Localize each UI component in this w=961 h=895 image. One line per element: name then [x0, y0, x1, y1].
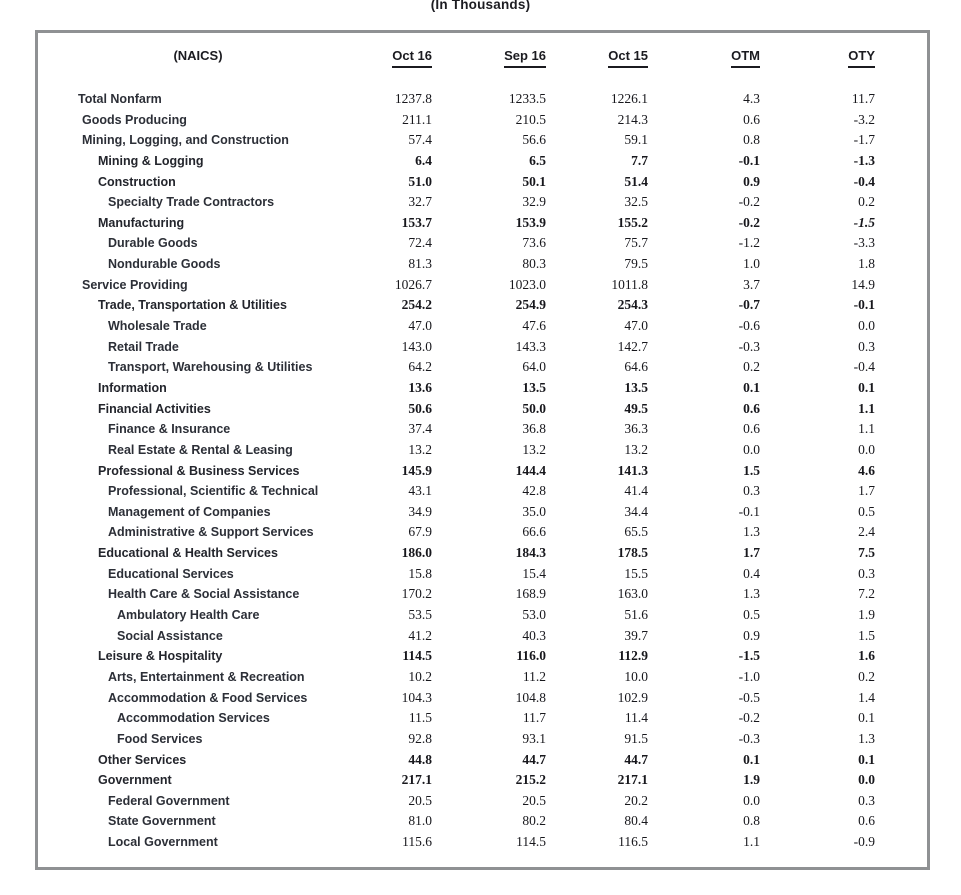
cell-oty: 11.7 — [851, 91, 875, 106]
table-row — [38, 543, 927, 564]
cell-oty: -1.7 — [853, 132, 875, 148]
cell-sep16: 80.3 — [522, 256, 546, 272]
row-label: Professional, Scientific & Technical — [108, 484, 319, 499]
table-row — [38, 89, 927, 110]
cell-oct16: 92.8 — [408, 730, 432, 746]
cell-oty: 1.9 — [858, 607, 875, 623]
cell-oct15: 254.3 — [617, 297, 648, 313]
cell-oct16: 170.2 — [401, 586, 432, 602]
cell-otm: -0.7 — [738, 297, 760, 313]
row-label: Arts, Entertainment & Recreation — [108, 669, 305, 684]
row-label: Other Services — [98, 752, 187, 767]
table-row — [38, 811, 927, 832]
row-label: Federal Government — [108, 793, 230, 808]
cell-oty: 0.1 — [858, 710, 875, 726]
table-row — [38, 729, 927, 750]
cell-sep16: 44.7 — [522, 751, 546, 767]
cell-oct16: 211.1 — [402, 111, 432, 127]
cell-oct16: 115.6 — [402, 834, 432, 850]
page-title: (In Thousands) — [430, 0, 531, 12]
cell-oty: 7.2 — [858, 586, 875, 602]
table-row — [38, 110, 927, 131]
table-row — [38, 440, 927, 461]
cell-oty: 0.0 — [858, 441, 875, 457]
column-header-naics — [38, 47, 358, 68]
cell-otm: 1.9 — [743, 772, 760, 788]
cell-sep16: 56.6 — [522, 132, 546, 148]
table-row — [38, 667, 927, 688]
row-label: Durable Goods — [108, 236, 198, 251]
employment-table — [35, 30, 930, 870]
cell-oct15: 47.0 — [624, 318, 648, 334]
table-row — [38, 584, 927, 605]
cell-oct16: 57.4 — [408, 132, 432, 148]
cell-otm: 0.0 — [743, 792, 760, 808]
cell-oct16: 37.4 — [408, 421, 432, 437]
cell-oct15: 15.5 — [624, 565, 648, 581]
cell-oty: -3.3 — [853, 235, 875, 251]
cell-sep16: 15.4 — [522, 565, 546, 581]
cell-oct15: 1011.8 — [611, 276, 648, 292]
cell-oct15: 51.4 — [624, 173, 648, 189]
cell-otm: 0.8 — [743, 132, 760, 148]
cell-otm: 0.2 — [743, 359, 760, 375]
cell-otm: 1.7 — [743, 545, 760, 561]
cell-oty: -0.4 — [853, 173, 875, 189]
cell-oct15: 178.5 — [617, 545, 648, 561]
cell-sep16: 35.0 — [522, 503, 546, 519]
cell-oty: 0.1 — [858, 751, 875, 767]
cell-oty: 14.9 — [851, 276, 875, 292]
cell-sep16: 1023.0 — [508, 276, 546, 292]
cell-sep16: 40.3 — [522, 627, 546, 643]
table-row — [38, 605, 927, 626]
cell-otm: 0.6 — [743, 111, 760, 127]
cell-oty: -0.4 — [853, 359, 875, 375]
row-label: Manufacturing — [98, 215, 185, 230]
table-row — [38, 172, 927, 193]
cell-sep16: 116.0 — [516, 648, 546, 664]
cell-otm: 1.0 — [743, 256, 760, 272]
cell-oty: 0.2 — [858, 668, 875, 684]
column-header-naics-label: (NAICS) — [173, 48, 223, 63]
cell-otm: -1.5 — [738, 648, 760, 664]
table-row — [38, 254, 927, 275]
row-label: Local Government — [108, 835, 218, 850]
cell-oty: 0.3 — [858, 565, 875, 581]
cell-oty: 0.2 — [858, 194, 875, 210]
cell-otm: 0.6 — [743, 400, 760, 416]
cell-otm: 0.5 — [743, 607, 760, 623]
row-label: Retail Trade — [108, 339, 179, 354]
row-label: Transport, Warehousing & Utilities — [108, 360, 313, 375]
table-row — [38, 502, 927, 523]
cell-oct16: 13.6 — [408, 379, 432, 395]
cell-oct15: 142.7 — [617, 338, 648, 354]
cell-oct16: 186.0 — [401, 545, 432, 561]
cell-oct15: 41.4 — [624, 483, 648, 499]
cell-oct16: 13.2 — [408, 441, 432, 457]
table-row — [38, 378, 927, 399]
row-label: Government — [98, 773, 172, 788]
cell-otm: -0.6 — [738, 318, 760, 334]
cell-sep16: 254.9 — [515, 297, 546, 313]
cell-sep16: 64.0 — [522, 359, 546, 375]
row-label: Ambulatory Health Care — [117, 608, 260, 623]
table-row — [38, 233, 927, 254]
cell-sep16: 20.5 — [522, 792, 546, 808]
cell-oty: -0.1 — [853, 297, 875, 313]
cell-sep16: 50.0 — [522, 400, 546, 416]
cell-oty: 1.5 — [858, 627, 875, 643]
cell-otm: 1.3 — [743, 586, 760, 602]
cell-otm: 0.3 — [743, 483, 760, 499]
cell-otm: 3.7 — [743, 276, 760, 292]
cell-oty: 0.6 — [858, 813, 875, 829]
cell-oct15: 13.5 — [624, 379, 648, 395]
cell-oct16: 44.8 — [408, 751, 432, 767]
cell-oty: 4.6 — [858, 462, 875, 478]
cell-oct16: 81.3 — [408, 256, 432, 272]
row-label: Construction — [98, 174, 176, 189]
cell-oty: -1.3 — [853, 152, 875, 168]
column-header-oct15-label: Oct 15 — [608, 47, 648, 68]
cell-otm: 0.1 — [743, 751, 760, 767]
cell-sep16: 47.6 — [522, 318, 546, 334]
column-header-oty — [760, 47, 875, 68]
table-row — [38, 646, 927, 667]
cell-otm: -0.3 — [738, 730, 760, 746]
cell-otm: -1.0 — [738, 668, 760, 684]
cell-otm: 0.6 — [743, 421, 760, 437]
cell-oct16: 114.5 — [402, 648, 432, 664]
table-row — [38, 564, 927, 585]
cell-otm: 0.1 — [743, 379, 760, 395]
column-header-oct16-label: Oct 16 — [392, 47, 432, 68]
row-label: Health Care & Social Assistance — [108, 587, 300, 602]
table-row — [38, 399, 927, 420]
cell-oct16: 254.2 — [401, 297, 432, 313]
table-row — [38, 708, 927, 729]
cell-otm: 0.8 — [743, 813, 760, 829]
row-label: Educational Services — [108, 566, 234, 581]
column-header-oct16 — [358, 47, 432, 68]
table-row — [38, 151, 927, 172]
row-label: Mining & Logging — [98, 153, 204, 168]
cell-sep16: 73.6 — [522, 235, 546, 251]
cell-otm: -0.1 — [738, 152, 760, 168]
cell-oty: 0.0 — [858, 772, 875, 788]
cell-sep16: 80.2 — [522, 813, 546, 829]
cell-oct16: 67.9 — [408, 524, 432, 540]
cell-oty: -1.5 — [853, 214, 875, 230]
cell-oct16: 104.3 — [401, 689, 432, 705]
cell-oty: 0.5 — [858, 503, 875, 519]
table-header-row — [38, 47, 927, 68]
cell-oct16: 6.4 — [415, 152, 432, 168]
cell-sep16: 93.1 — [522, 730, 546, 746]
row-label: Nondurable Goods — [108, 257, 221, 272]
cell-otm: -0.2 — [738, 710, 760, 726]
cell-sep16: 53.0 — [522, 607, 546, 623]
cell-sep16: 11.2 — [522, 668, 546, 684]
cell-otm: -0.2 — [738, 214, 760, 230]
row-label: State Government — [108, 814, 216, 829]
cell-otm: 1.5 — [743, 462, 760, 478]
table-row — [38, 522, 927, 543]
cell-oct16: 153.7 — [401, 214, 432, 230]
row-label: Financial Activities — [98, 401, 211, 416]
cell-oct16: 1237.8 — [394, 91, 432, 106]
cell-oty: -0.9 — [853, 834, 875, 850]
cell-oty: 0.0 — [858, 318, 875, 334]
cell-oty: 2.4 — [858, 524, 875, 540]
row-label: Social Assistance — [117, 628, 223, 643]
cell-sep16: 13.5 — [522, 379, 546, 395]
cell-sep16: 42.8 — [522, 483, 546, 499]
cell-oct16: 81.0 — [408, 813, 432, 829]
column-header-oty-label: OTY — [848, 47, 875, 68]
cell-sep16: 13.2 — [522, 441, 546, 457]
table-row — [38, 461, 927, 482]
table-row — [38, 213, 927, 234]
cell-sep16: 104.8 — [515, 689, 546, 705]
cell-oty: 0.1 — [858, 379, 875, 395]
row-label: Accommodation Services — [117, 711, 270, 726]
cell-otm: 0.9 — [743, 627, 760, 643]
cell-oct16: 47.0 — [408, 318, 432, 334]
cell-oct15: 34.4 — [624, 503, 648, 519]
cell-otm: -0.1 — [738, 503, 760, 519]
cell-oct16: 145.9 — [401, 462, 432, 478]
cell-sep16: 215.2 — [515, 772, 546, 788]
table-row — [38, 419, 927, 440]
table-row — [38, 750, 927, 771]
cell-oct15: 51.6 — [624, 607, 648, 623]
cell-oct16: 50.6 — [408, 400, 432, 416]
cell-otm: 0.4 — [743, 565, 760, 581]
cell-oct15: 163.0 — [617, 586, 648, 602]
row-label: Trade, Transportation & Utilities — [98, 298, 287, 313]
table-row — [38, 337, 927, 358]
cell-oct15: 1226.1 — [610, 91, 648, 106]
row-label: Professional & Business Services — [98, 463, 300, 478]
table-body — [38, 89, 927, 853]
cell-otm: -1.2 — [738, 235, 760, 251]
table-row — [38, 316, 927, 337]
cell-sep16: 50.1 — [522, 173, 546, 189]
cell-oct15: 75.7 — [624, 235, 648, 251]
cell-oct15: 217.1 — [617, 772, 648, 788]
cell-sep16: 210.5 — [515, 111, 546, 127]
cell-oty: 1.7 — [858, 483, 875, 499]
row-label: Mining, Logging, and Construction — [82, 133, 289, 148]
cell-oct15: 49.5 — [624, 400, 648, 416]
cell-otm: -0.5 — [738, 689, 760, 705]
table-row — [38, 770, 927, 791]
cell-sep16: 144.4 — [515, 462, 546, 478]
cell-oct16: 217.1 — [401, 772, 432, 788]
cell-oct15: 44.7 — [624, 751, 648, 767]
cell-otm: -0.2 — [738, 194, 760, 210]
row-label: Leisure & Hospitality — [98, 649, 223, 664]
table-row — [38, 295, 927, 316]
cell-oct16: 64.2 — [408, 359, 432, 375]
cell-oct16: 11.5 — [408, 710, 432, 726]
row-label: Real Estate & Rental & Leasing — [108, 442, 293, 457]
row-label: Administrative & Support Services — [108, 525, 314, 540]
table-row — [38, 275, 927, 296]
cell-oct15: 20.2 — [624, 792, 648, 808]
cell-oct15: 32.5 — [624, 194, 648, 210]
cell-oct15: 79.5 — [624, 256, 648, 272]
cell-oct15: 112.9 — [618, 648, 648, 664]
cell-sep16: 32.9 — [522, 194, 546, 210]
cell-otm: 1.3 — [743, 524, 760, 540]
row-label: Management of Companies — [108, 504, 271, 519]
cell-otm: 0.0 — [743, 441, 760, 457]
table-row — [38, 481, 927, 502]
row-label: Finance & Insurance — [108, 422, 231, 437]
cell-oty: 1.6 — [858, 648, 875, 664]
cell-oct15: 102.9 — [617, 689, 648, 705]
cell-oct15: 36.3 — [624, 421, 648, 437]
cell-oct15: 13.2 — [624, 441, 648, 457]
cell-sep16: 143.3 — [515, 338, 546, 354]
row-label: Goods Producing — [82, 112, 187, 127]
cell-oct16: 20.5 — [408, 792, 432, 808]
row-label: Accommodation & Food Services — [108, 690, 308, 705]
cell-oty: 1.1 — [858, 400, 875, 416]
cell-otm: 4.3 — [743, 91, 760, 106]
cell-oct16: 15.8 — [408, 565, 432, 581]
cell-oty: 0.3 — [858, 338, 875, 354]
cell-oty: 7.5 — [858, 545, 875, 561]
cell-oct16: 10.2 — [408, 668, 432, 684]
cell-sep16: 184.3 — [515, 545, 546, 561]
cell-oct15: 116.5 — [618, 834, 648, 850]
cell-sep16: 114.5 — [516, 834, 546, 850]
cell-sep16: 1233.5 — [508, 91, 546, 106]
table-row — [38, 688, 927, 709]
column-header-sep16-label: Sep 16 — [504, 47, 546, 68]
cell-oty: 1.8 — [858, 256, 875, 272]
column-header-otm — [648, 47, 760, 68]
row-label: Wholesale Trade — [108, 319, 207, 334]
row-label: Food Services — [117, 731, 203, 746]
cell-oct15: 7.7 — [631, 152, 648, 168]
cell-oct15: 214.3 — [617, 111, 648, 127]
cell-oct16: 1026.7 — [394, 276, 432, 292]
table-row — [38, 791, 927, 812]
table-row — [38, 626, 927, 647]
column-header-oct15 — [546, 47, 648, 68]
table-row — [38, 130, 927, 151]
cell-oct15: 39.7 — [624, 627, 648, 643]
cell-otm: 0.9 — [743, 173, 760, 189]
cell-oct15: 11.4 — [624, 710, 648, 726]
table-row — [38, 357, 927, 378]
cell-otm: 1.1 — [743, 834, 760, 850]
cell-sep16: 11.7 — [522, 710, 546, 726]
row-label: Information — [98, 380, 167, 395]
cell-oty: 0.3 — [858, 792, 875, 808]
cell-otm: -0.3 — [738, 338, 760, 354]
cell-oct16: 32.7 — [408, 194, 432, 210]
row-label: Educational & Health Services — [98, 546, 278, 561]
cell-oct15: 91.5 — [624, 730, 648, 746]
cell-oct15: 80.4 — [624, 813, 648, 829]
cell-oct15: 65.5 — [624, 524, 648, 540]
cell-oty: -3.2 — [853, 111, 875, 127]
cell-oty: 1.1 — [858, 421, 875, 437]
cell-sep16: 66.6 — [522, 524, 546, 540]
cell-sep16: 36.8 — [522, 421, 546, 437]
table-row — [38, 192, 927, 213]
cell-oct16: 53.5 — [408, 607, 432, 623]
row-label: Service Providing — [82, 277, 188, 292]
cell-sep16: 153.9 — [515, 214, 546, 230]
cell-oty: 1.4 — [858, 689, 875, 705]
cell-oct16: 43.1 — [408, 483, 432, 499]
column-header-otm-label: OTM — [731, 47, 760, 68]
cell-oct15: 64.6 — [624, 359, 648, 375]
cell-oct15: 141.3 — [617, 462, 648, 478]
table-row — [38, 832, 927, 853]
cell-oct16: 72.4 — [408, 235, 432, 251]
cell-oct15: 10.0 — [624, 668, 648, 684]
cell-oct15: 155.2 — [617, 214, 648, 230]
row-label: Specialty Trade Contractors — [108, 195, 275, 210]
cell-oct16: 41.2 — [408, 627, 432, 643]
cell-oct16: 51.0 — [408, 173, 432, 189]
row-label: Total Nonfarm — [78, 92, 162, 106]
cell-oct16: 143.0 — [401, 338, 432, 354]
cell-sep16: 168.9 — [515, 586, 546, 602]
cell-sep16: 6.5 — [529, 152, 546, 168]
cell-oct15: 59.1 — [624, 132, 648, 148]
cell-oct16: 34.9 — [408, 503, 432, 519]
cell-oty: 1.3 — [858, 730, 875, 746]
column-header-sep16 — [432, 47, 546, 68]
